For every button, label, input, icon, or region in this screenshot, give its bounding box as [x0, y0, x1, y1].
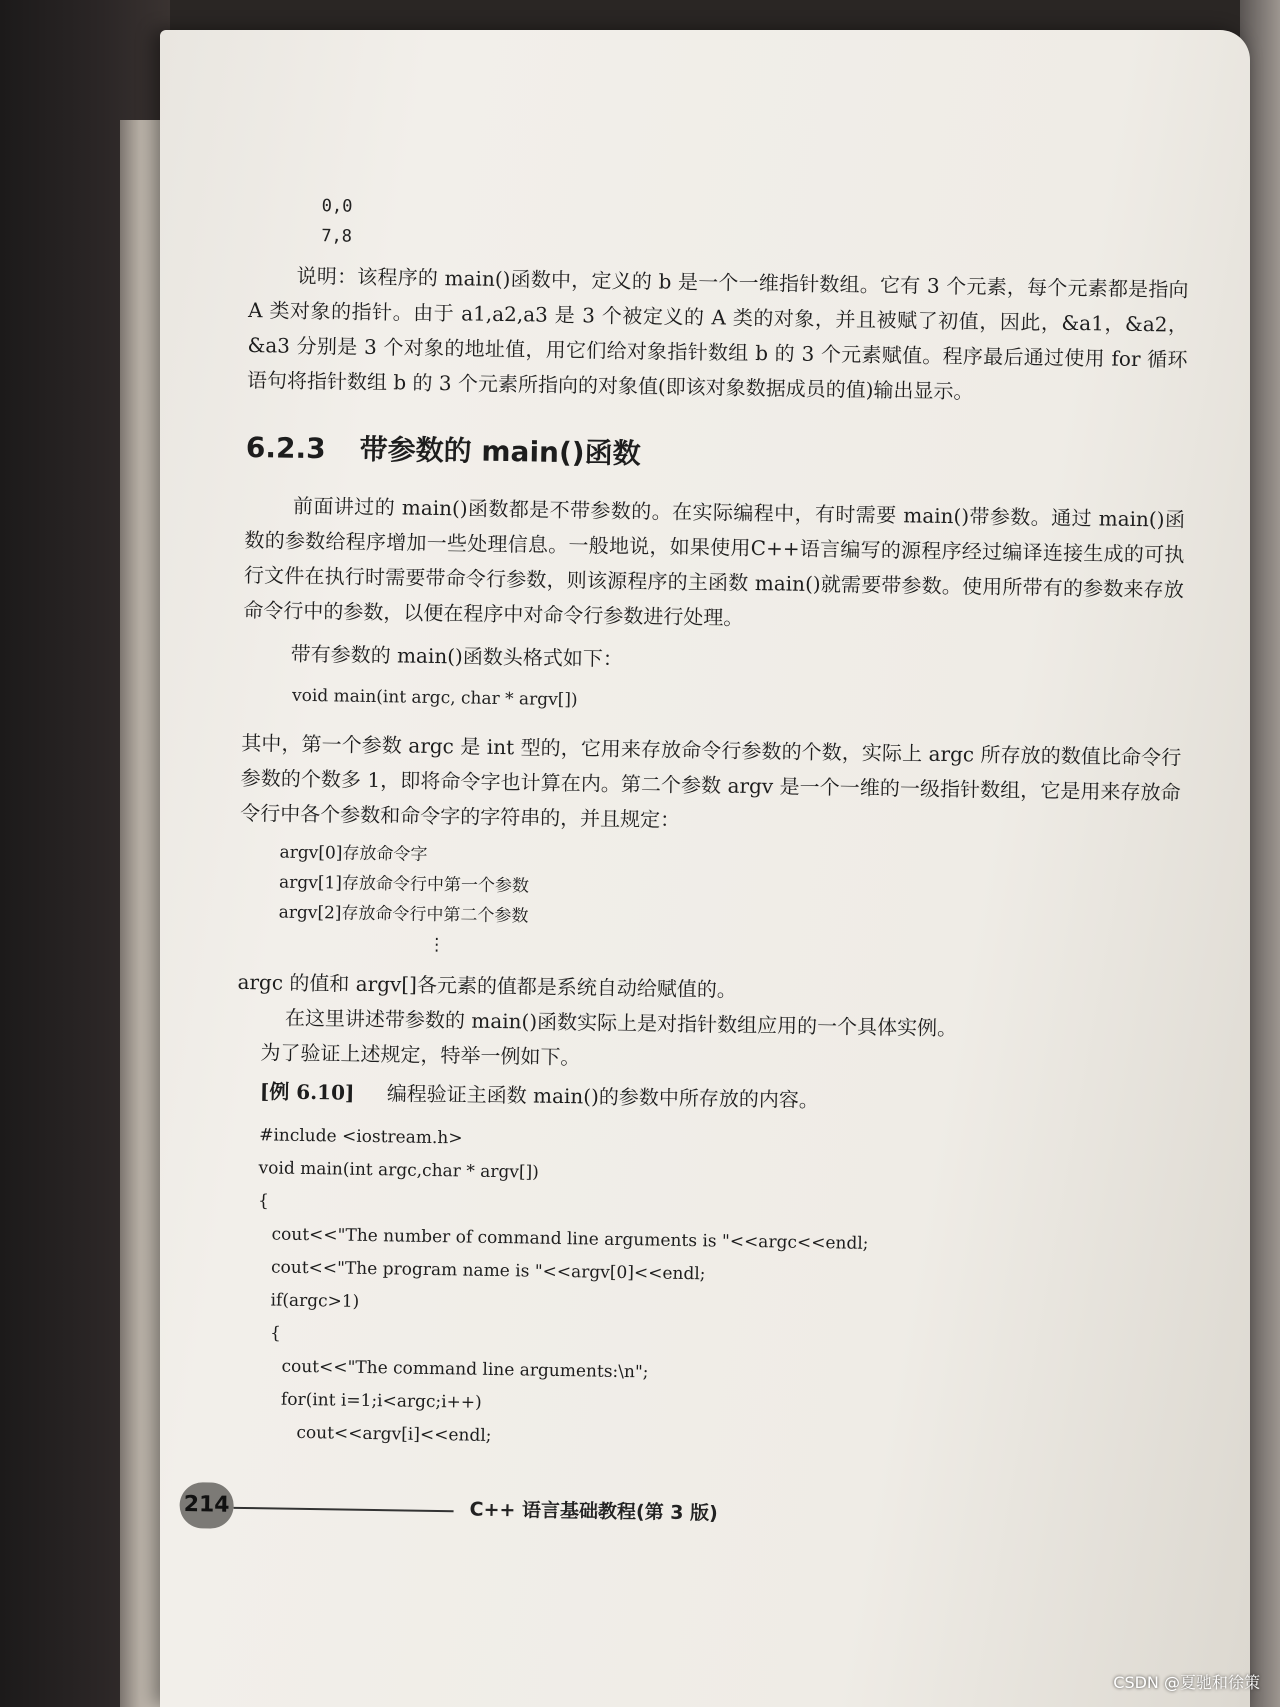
verify-paragraph: 为了验证上述规定，特举一例如下。 — [260, 1040, 581, 1070]
book-title: C++ 语言基础教程(第 3 版) — [469, 1498, 718, 1525]
example-text: 编程验证主函数 main()的参数中所存放的内容。 — [386, 1081, 820, 1113]
page-content — [230, 190, 1190, 1464]
argv-list-item: argv[1]存放命令行中第一个参数 — [278, 872, 530, 897]
footer-rule — [234, 1507, 454, 1512]
argv-list — [238, 837, 1180, 972]
code-line: { — [257, 1191, 270, 1212]
code-line: #include <iostream.h> — [258, 1125, 463, 1149]
code-line: cout<<argv[i]<<endl; — [296, 1422, 492, 1446]
code-line: for(int i=1;i<argc;i++) — [280, 1389, 482, 1413]
watermark: CSDN @夏驰和徐策 — [1113, 1673, 1260, 1692]
page-number: 214 — [179, 1482, 234, 1529]
section-heading — [246, 426, 1187, 481]
section-title: 带参数的 main()函数 — [359, 432, 641, 471]
args-explanation: 其中，第一个参数 argc 是 int 型的，它用来存放命令行参数的个数，实际上 argc 所存放的数值比命令行参数的个数多 1，即将命令字也计算在内。第二个参数 argv 是一个一维的一级指针数组，它是用来存放命令行中各个参数和命令字的字符串的，并且规定： — [240, 730, 1182, 832]
intro-paragraph: 前面讲过的 main()函数都是不带参数的。在实际编程中，有时需要 main()带参数。通过 main()函数的参数给程序增加一些处理信息。一般地说，如果使用C++语言编写的源程序经过编译连接生成的可执行文件在执行时需要带命令行参数，则该源程序的主函数 main()就需要带参数。使用所带有的参数来存放命令行中的参数，以便在程序中对命令行参数进行处理。 — [243, 493, 1186, 630]
code-line: if(argc>1) — [270, 1290, 360, 1312]
example-label: [例 6.10] — [259, 1079, 355, 1105]
program-output-line: 7,8 — [321, 226, 353, 247]
auto-assign-paragraph: argc 的值和 argv[]各元素的值都是系统自动给赋值的。 — [237, 969, 738, 1002]
program-output-line: 0,0 — [321, 196, 353, 217]
book-page — [160, 30, 1250, 1707]
code-line: cout<<"The program name is "<<argv[0]<<endl; — [270, 1257, 706, 1285]
argv-list-item: argv[2]存放命令行中第二个参数 — [278, 902, 529, 927]
code-line: void main(int argc,char * argv[]) — [258, 1158, 539, 1183]
code-line: cout<<"The command line arguments:\n"; — [281, 1356, 649, 1383]
argv-list-item: argv[0]存放命令字 — [279, 842, 428, 865]
explanation-paragraph: 说明：该程序的 main()函数中，定义的 b 是一个一维指针数组。它有 3 个元素，每个元素都是指向 A 类对象的指针。由于 a1,a2,a3 是 3 个被定义的 A 类的对象，并且被赋了初值，因此，&a1，&a2，&a3 分别是 3 个对象的地址值，用它们给对象指针数组 b 的 3 个元素赋值。程序最后通过使用 for 循环语句将指针数组 b 的 3 个元素所指向的对象值(即该对象数据成员的值)输出显示。 — [246, 263, 1189, 404]
code-listing — [230, 1119, 1175, 1464]
application-paragraph: 在这里讲述带参数的 main()函数实际上是对指针数组应用的一个具体实例。 — [284, 1005, 958, 1041]
format-intro: 带有参数的 main()函数头格式如下： — [290, 641, 624, 671]
main-signature: void main(int argc, char * argv[]) — [291, 685, 578, 711]
page-footer — [179, 1482, 780, 1551]
code-line: cout<<"The number of command line arguments is "<<argc<<endl; — [271, 1224, 869, 1254]
section-number: 6.2.3 — [245, 430, 326, 466]
vertical-ellipsis: ⋮ — [428, 934, 446, 956]
code-line: { — [269, 1323, 282, 1344]
